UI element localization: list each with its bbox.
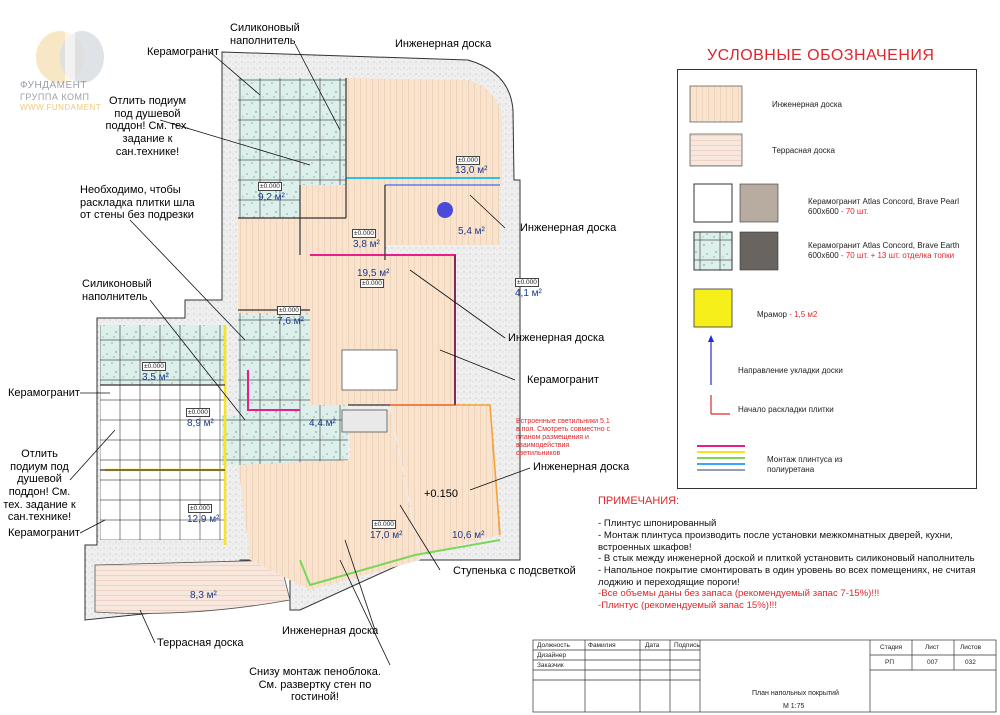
legend-label-terrace: Террасная доска (772, 146, 835, 155)
callout-silikon-top: Силиконовый наполнитель (230, 22, 300, 47)
tb-stage-header: Стадия (880, 644, 903, 651)
room-level: ±0.000 (279, 307, 299, 314)
callout-inzh-doska-top: Инженерная доска (395, 38, 492, 50)
callout-keramogranit-right: Керамогранит (527, 374, 599, 386)
legend-label-marble: Мрамор - 1,5 м2 (757, 310, 818, 319)
callout-podium-top: Отлить подиум под душевой поддон! См. тех. задание к сан.технике! (105, 95, 190, 158)
callout-stupenka: Ступенька с подсветкой (453, 565, 576, 577)
callout-snizu: Снизу монтаж пеноблока. См. развертку стен по гостиной! (249, 666, 381, 704)
room-area: 7,6 м² (277, 316, 304, 327)
room-level: ±0.000 (260, 183, 280, 190)
tb-col-header: Дата (645, 642, 660, 649)
room-level: ±0.000 (458, 157, 478, 164)
tb-row-label: Заказчик (537, 662, 564, 669)
callout-inzh-doska-right2: Инженерная доска (508, 332, 605, 344)
callout-silikon-left: Силиконовый наполнитель (82, 278, 152, 303)
note-line: - В стык между инженерной доской и плиткой установить силиконовый наполнитель (598, 553, 975, 564)
callout-terrasnaya: Террасная доска (157, 637, 244, 649)
room-level: ±0.000 (517, 279, 537, 286)
column-marker (437, 202, 453, 218)
room-area: 9,2 м² (258, 192, 285, 203)
legend-label-engineered: Инженерная доска (772, 100, 842, 109)
room-level: ±0.000 (144, 363, 164, 370)
tb-scale: М 1:75 (783, 703, 805, 710)
note-line: - Напольное покрытие смонтировать в один уровень во всех помещениях, не считая лоджию и переходящие пороги! (598, 565, 976, 588)
room-level: ±0.000 (188, 409, 208, 416)
callout-inzh-doska-right1: Инженерная доска (520, 222, 617, 234)
room-level: ±0.000 (190, 505, 210, 512)
logo-text-line2: ГРУППА КОМП (20, 92, 90, 102)
callout-keramogranit-left: Керамогранит (8, 387, 80, 399)
tb-stage-value: 032 (965, 659, 976, 666)
logo-mark (36, 30, 104, 85)
callout-podium-left: Отлить подиум под душевой поддон! См. тех. задание к сан.технике! (3, 448, 76, 524)
tb-stage-header: Листов (960, 644, 982, 651)
board-zone-living (238, 218, 310, 313)
callout-svetilniki: Встроенные светильники 5.1 в пол. Смотреть совместно с планом размещения и взаимодействия светильников (516, 418, 611, 458)
tb-col-header: Должность (537, 642, 570, 649)
room-area: 4,4 м² (309, 418, 336, 429)
room-area: 13,0 м² (455, 165, 488, 176)
callout-inzh-doska-right3: Инженерная доска (533, 461, 630, 473)
note-line-red: -Все объемы даны без запаса (рекомендуемый запас 7-15%)!!! (598, 588, 880, 599)
room-level: ±0.000 (362, 280, 382, 287)
room-area: 3,5 м² (142, 372, 169, 383)
notes-title: ПРИМЕЧАНИЯ: (598, 495, 680, 507)
legend-frame (677, 69, 977, 489)
tb-row-label: Дизайнер (537, 652, 567, 659)
callout-keramogranit-left2: Керамогранит (8, 527, 80, 539)
tb-stage-value: 007 (927, 659, 938, 666)
logo-text-line3: WWW.FUNDAMENT (20, 103, 102, 112)
room-area: 8,3 м² (190, 590, 217, 601)
legend-label-earth: Керамогранит Atlas Concord, Brave Earth 600х600 - 70 шт. + 13 шт. отделка топки (808, 241, 960, 260)
room-level: ±0.000 (374, 521, 394, 528)
legend-title: УСЛОВНЫЕ ОБОЗНАЧЕНИЯ (707, 47, 935, 64)
legend-label-pearl: Керамогранит Atlas Concord, Brave Pearl 600х600 - 70 шт. (808, 197, 960, 216)
tb-stage-header: Лист (925, 644, 940, 651)
room-area: 12,9 м² (187, 514, 220, 525)
room-area: 8,9 м² (187, 418, 214, 429)
room-area: 3,8 м² (353, 239, 380, 250)
note-line: - Монтаж плинтуса производить после установки межкомнатных дверей, кухни, встроенных шкафов! (598, 530, 953, 553)
legend-label-direction: Направление укладки доски (738, 366, 843, 375)
legend-label-start: Начало раскладки плитки (738, 405, 834, 414)
room-area: 17,0 м² (370, 530, 403, 541)
tb-col-header: Подпись (674, 642, 700, 649)
room-level: ±0.000 (354, 230, 374, 237)
room-area: 4,1 м² (515, 288, 542, 299)
room-area: 10,6 м² (452, 530, 485, 541)
room-area: 19,5 м² (357, 268, 390, 279)
note-line-red: -Плинтус (рекомендуемый запас 15%)!!! (598, 600, 777, 611)
logo-text-line1: ФУНДАМЕНТ (20, 80, 87, 91)
fireplace (342, 410, 387, 432)
terrace-floor (95, 560, 290, 614)
tb-col-header: Фамилия (588, 642, 616, 649)
callout-neobhodimo: Необходимо, чтобы раскладка плитки шла от стены без подрезки (80, 184, 195, 222)
note-line: - Плинтус шпонированный (598, 518, 717, 529)
callout-keramogranit-top: Керамогранит (147, 46, 219, 58)
marble-inset (342, 350, 397, 390)
tb-sheet-title: План напольных покрытий (752, 690, 839, 697)
room-area: 5,4 м² (458, 226, 485, 237)
tb-stage-value: РП (885, 659, 895, 666)
callout-level-0150: +0.150 (424, 488, 458, 500)
legend-label-skirting: Монтаж плинтуса из полиуретана (767, 455, 843, 474)
callout-inzh-doska-bottom: Инженерная доска (282, 625, 379, 637)
